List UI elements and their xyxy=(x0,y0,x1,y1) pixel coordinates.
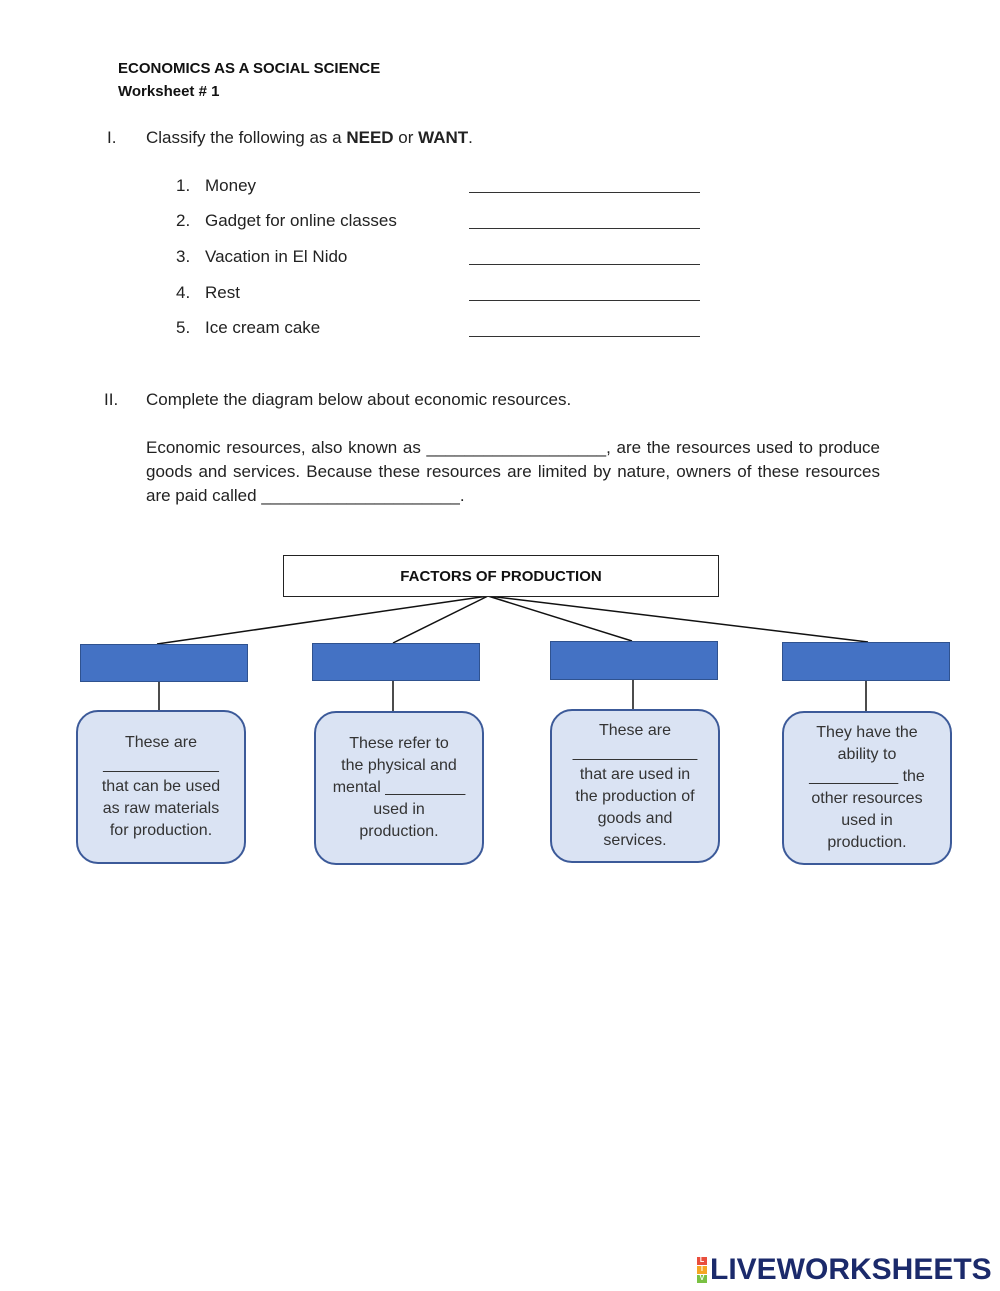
description-line: the physical and xyxy=(341,757,457,774)
description-line: They have the xyxy=(816,724,918,741)
list-item-number: 3. xyxy=(176,247,191,266)
list-item-number: 1. xyxy=(176,176,191,195)
list-item-text: Gadget for online classes xyxy=(205,211,397,230)
description-blank[interactable]: __________ the xyxy=(809,768,925,785)
connector-line-3 xyxy=(488,596,632,641)
description-line: used in xyxy=(373,801,425,818)
description-line: other resources xyxy=(811,790,923,807)
description-box-1 xyxy=(76,710,246,864)
description-line: These are xyxy=(598,722,672,739)
list-item-text: Vacation in El Nido xyxy=(205,247,348,266)
description-line: that are used in xyxy=(579,766,691,783)
logo-text: LIVEWORKSHEETS xyxy=(710,1253,992,1286)
description-blank[interactable]: ______________ xyxy=(572,744,698,761)
description-line: These are xyxy=(124,734,198,751)
logo-icon-letter: V xyxy=(697,1275,707,1283)
paragraph-blank-1[interactable]: ___________________ xyxy=(426,438,607,457)
description-line: ability to xyxy=(837,746,897,763)
description-line: used in xyxy=(841,812,893,829)
economic-resources-paragraph: Economic resources, also known as ___________________, are the resources used to produce goods and services. Because these resources are limited by nature, owners of these resources are paid called _____________________. xyxy=(146,438,880,505)
description-blank[interactable]: mental _________ xyxy=(332,779,466,796)
description-line: goods and xyxy=(597,810,673,827)
description-box-4 xyxy=(782,711,952,865)
logo-icon-letter: I xyxy=(697,1266,707,1274)
category-box-4[interactable] xyxy=(782,642,950,681)
liveworksheets-logo[interactable] xyxy=(697,1253,992,1287)
description-line: for production. xyxy=(109,822,213,839)
description-box-2 xyxy=(314,711,484,865)
logo-icon-letter: L xyxy=(697,1257,707,1265)
section1-instruction: Classify the following as a NEED or WANT. xyxy=(146,128,473,147)
description-box-3 xyxy=(550,709,720,863)
category-box-3[interactable] xyxy=(550,641,718,680)
description-line: production. xyxy=(827,834,907,851)
description-line: that can be used xyxy=(101,778,221,795)
list-item-text: Ice cream cake xyxy=(205,318,321,337)
factors-title-box: FACTORS OF PRODUCTION xyxy=(283,555,719,597)
need-word: NEED xyxy=(346,128,394,147)
logo-icon xyxy=(697,1257,707,1283)
list-item-number: 5. xyxy=(176,318,191,337)
worksheet-title: ECONOMICS AS A SOCIAL SCIENCE xyxy=(118,60,381,77)
description-line: the production of xyxy=(575,788,695,805)
connector-line-4 xyxy=(488,596,868,642)
list-item-text: Money xyxy=(205,176,257,195)
description-line: These refer to xyxy=(349,735,449,752)
description-line: production. xyxy=(359,823,439,840)
section2-number: II. xyxy=(104,390,119,409)
description-blank[interactable]: _____________ xyxy=(103,756,219,773)
list-item-text: Rest xyxy=(205,283,240,302)
description-line: as raw materials xyxy=(102,800,220,817)
list-item-number: 4. xyxy=(176,283,191,302)
category-box-2[interactable] xyxy=(312,643,480,681)
want-word: WANT xyxy=(418,128,469,147)
section2-instruction: Complete the diagram below about economic resources. xyxy=(146,390,572,409)
category-box-1[interactable] xyxy=(80,644,248,682)
paragraph-blank-2[interactable]: _____________________ xyxy=(261,486,460,505)
worksheet-subtitle: Worksheet # 1 xyxy=(118,83,220,100)
description-line: services. xyxy=(603,832,667,849)
list-item-number: 2. xyxy=(176,211,191,230)
section1-number: I. xyxy=(107,128,117,147)
